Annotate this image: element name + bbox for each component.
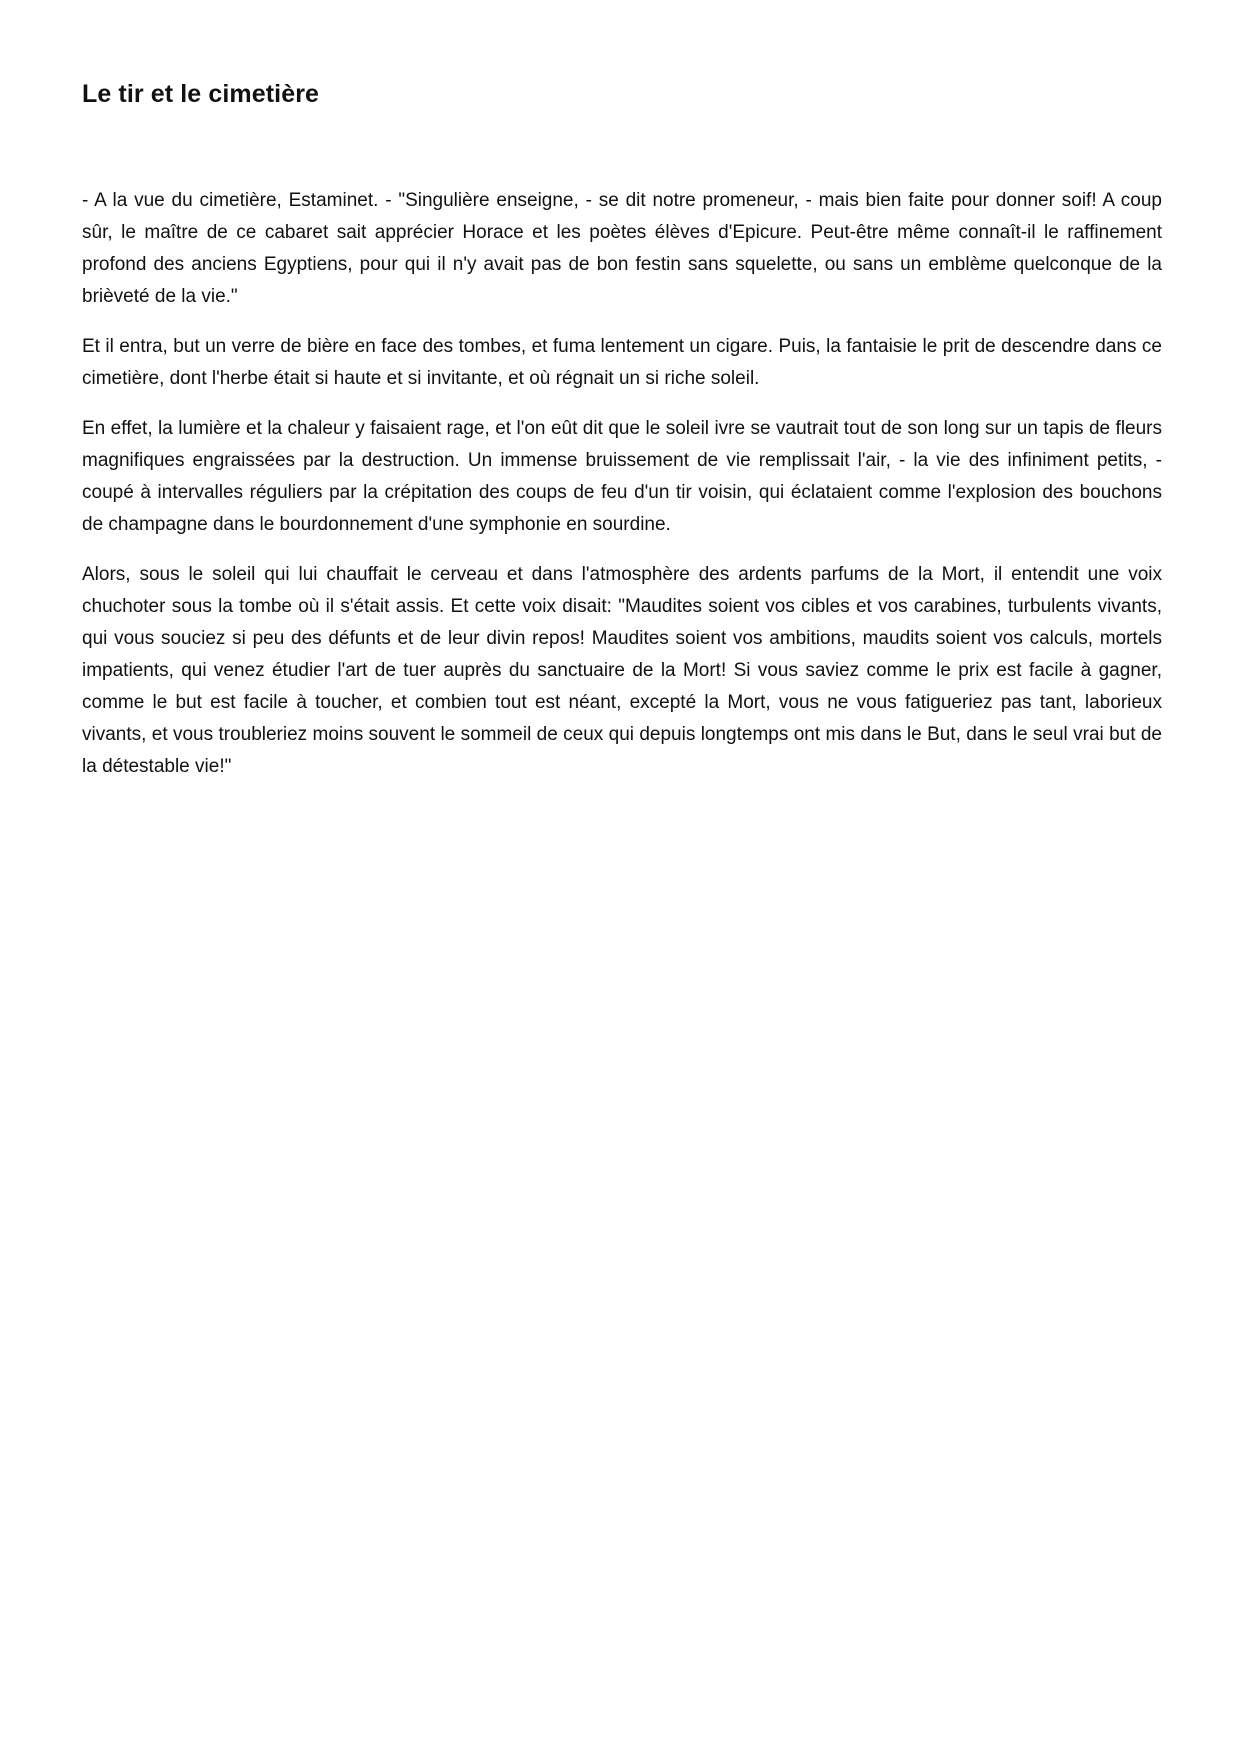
paragraph-4: Alors, sous le soleil qui lui chauffait le cerveau et dans l'atmosphère des ardents parfums de la Mort, il entendit une voix chuchoter sous la tombe où il s'était assis. Et cette voix disait: "Maudites soient vos cibles et vos carabines, turbulents vivants, qui vous souciez si peu des défunts et de leur divin repos! Maudites soient vos ambitions, maudits soient vos calculs, mortels impatients, qui venez étudier l'art de tuer auprès du sanctuaire de la Mort! Si vous saviez comme le prix est facile à gagner, comme le but est facile à toucher, et combien tout est néant, excepté la Mort, vous ne vous fatigueriez pas tant, laborieux vivants, et vous troubleriez moins souvent le sommeil de ceux qui depuis longtemps ont mis dans le But, dans le seul vrai but de la détestable vie!" bbox=[82, 563, 1162, 777]
paragraph-1: - A la vue du cimetière, Estaminet. - "Singulière enseigne, - se dit notre promeneur, - mais bien faite pour donner soif! A coup sûr, le maître de ce cabaret sait apprécier Horace et les poètes élèves d'Epicure. Peut-être même connaît-il le raffinement profond des anciens Egyptiens, pour qui il n'y avait pas de bon festin sans squelette, ou sans un emblème quelconque de la brièveté de la vie." bbox=[82, 189, 1162, 307]
document-body bbox=[82, 185, 1162, 783]
document-page bbox=[82, 78, 1162, 801]
document-title: Le tir et le cimetière bbox=[82, 80, 320, 108]
paragraph-3: En effet, la lumière et la chaleur y faisaient rage, et l'on eût dit que le soleil ivre se vautrait tout de son long sur un tapis de fleurs magnifiques engraissées par la destruction. Un immense bruissement de vie remplissait l'air, - la vie des infiniment petits, - coupé à intervalles réguliers par la crépitation des coups de feu d'un tir voisin, qui éclataient comme l'explosion des bouchons de champagne dans le bourdonnement d'une symphonie en sourdine. bbox=[82, 417, 1162, 535]
paragraph-2: Et il entra, but un verre de bière en face des tombes, et fuma lentement un cigare. Puis, la fantaisie le prit de descendre dans ce cimetière, dont l'herbe était si haute et si invitante, et où régnait un si riche soleil. bbox=[82, 335, 1162, 389]
